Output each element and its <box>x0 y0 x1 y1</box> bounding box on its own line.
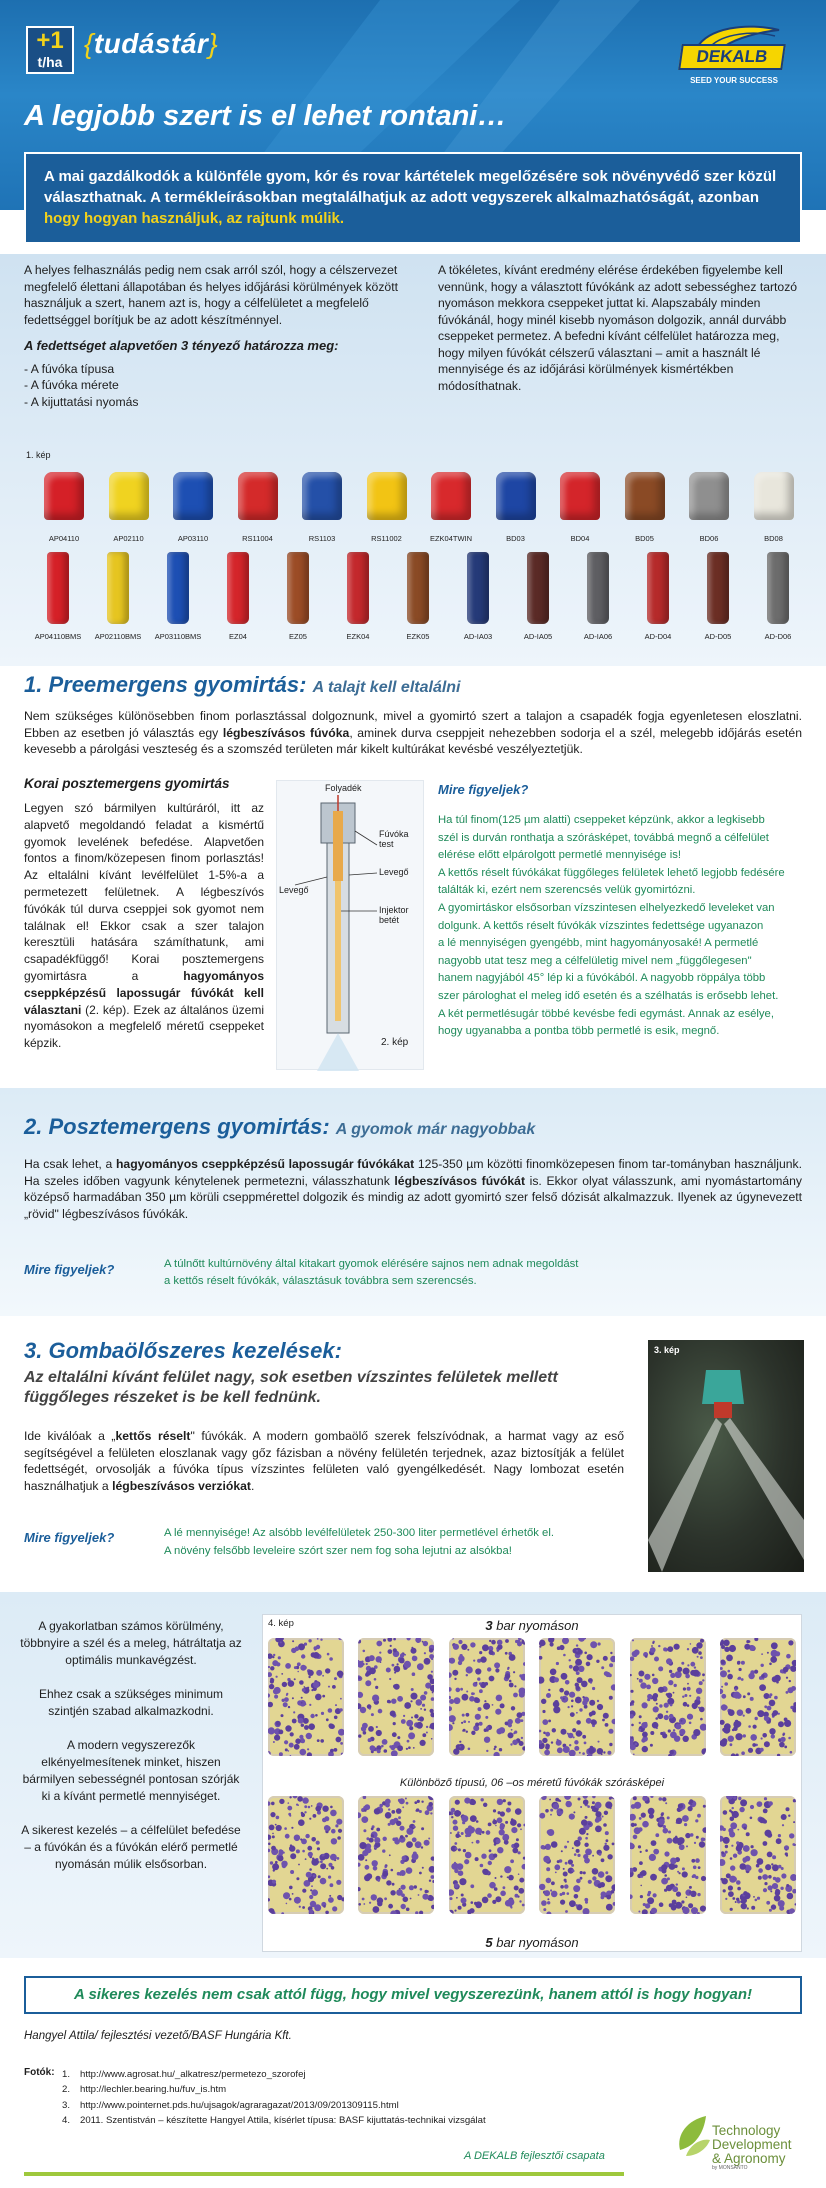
droplet-pattern <box>449 1638 525 1756</box>
section3-subtitle: Az eltalálni kívánt felület nagy, sok esetben vízszintes felületek mellett függőleges részeket is be kell fednünk. <box>24 1369 558 1406</box>
factor-heading: A fedettséget alapvetően 3 tényező határozza meg: <box>24 338 339 353</box>
tda-line: Technology <box>712 2123 781 2138</box>
section2-body-bold: légbeszívásos fúvókát <box>394 1173 526 1188</box>
tda-line: Development <box>712 2137 792 2152</box>
droplet-pattern <box>268 1796 344 1914</box>
mire-line: nagyobb utat tesz meg a célfelületig mivel nem „függőlegesen" <box>438 954 752 967</box>
spray-shape <box>317 1033 359 1071</box>
spray-strip <box>449 1796 525 1914</box>
nozzle-label: AP03110BMS <box>154 632 202 641</box>
nozzle-body-icon <box>407 552 429 624</box>
dekalb-logo: DEKALB <box>678 44 786 70</box>
korai-bold: hagyományos cseppképzésű lapossugár fúvókát kell választani <box>24 968 264 1017</box>
nozzle-item <box>746 462 802 548</box>
section1-title <box>24 672 461 698</box>
nozzle-label: EZK04TWIN <box>429 534 473 543</box>
nozzle-body-icon <box>227 552 249 624</box>
logo-plus-one: +1 <box>36 27 64 54</box>
spray-fan-left <box>648 1418 722 1572</box>
spray-strip <box>720 1796 796 1914</box>
section3-title: 3. Gombaölőszeres kezelések: <box>24 1338 342 1363</box>
intro-left-paragraph: A helyes felhasználás pedig nem csak arról szól, hogy a célszervezet megfelelő élettani állapotában és helyes időjárási körülmények között használjuk a szert, hanem azt is, hogy a célfelületet a megfelelő fedettséggel borítjuk be az adott készítménnyel. <box>24 263 398 327</box>
photo-source-item <box>62 2082 486 2097</box>
droplet-pattern <box>449 1796 525 1914</box>
mire-line: szer párologhat el meleg idő esetén és a szélhatás is erősebb lehet. <box>438 989 779 1002</box>
nozzle-item <box>150 548 206 646</box>
nozzle-body-icon <box>44 472 84 520</box>
nozzle-label: AP04110 <box>48 534 80 543</box>
nozzle-label: AP02110BMS <box>94 632 142 641</box>
bar5-value: 5 <box>485 1935 493 1950</box>
nozzle-body-icon <box>560 472 600 520</box>
section4-paragraph: A modern vegyszerezők elkényelmesítenek minket, hiszen bármilyen sebességnél pontosan szórják ki a kívánt permetlé mennyiséget. <box>22 1738 240 1803</box>
droplet-pattern <box>268 1638 344 1756</box>
nozzle-item <box>570 548 626 646</box>
spray-strip <box>539 1638 615 1756</box>
section1-mire-body <box>438 812 810 1041</box>
nozzle-item <box>390 548 446 646</box>
droplet-pattern <box>630 1638 706 1756</box>
mire-line: A növény felsőbb leveleire szórt szer nem fog soha lejutni az alsókba! <box>164 1545 512 1557</box>
korai-heading: Korai posztemergens gyomirtás <box>24 776 230 791</box>
factor-item: - A fúvóka mérete <box>24 378 119 392</box>
photo-source-link[interactable]: http://www.agrosat.hu/_alkatresz/permetezo_szorofej <box>80 2069 306 2080</box>
korai-text: Legyen szó bármilyen kultúráról, itt az alapvető megoldandó feladat a kismértű gyomok levelének befedése. Alapvetően fontos a finom/közepesen finom porlasztás! Az eltalálni kívánt levélfelület 1-5%-a a permetezett felületnek. A légbeszívós fúvókák túl durva cseppjei sok gyomot nem találnak el! Ekkor csak a szer talajon keresztüli hatására számíthatunk, ami csapadékfüggő! Korai posztemergens gyomirtásra a <box>24 801 264 983</box>
section2-body-text: is. Ekkor olyat válasszunk, ami nyomástartomány középső harmadában 350 µm körüli cseppmérettel dolgozik és mindig az adott gyomirtó szer felső dózisát alkalmazzuk. Ilyenek az úgynevezett „rövid" légbeszívásos fúvókák. <box>24 1173 802 1221</box>
droplet-pattern <box>539 1796 615 1914</box>
nozzle-label: AP04110BMS <box>34 632 82 641</box>
section4-paragraph: A gyakorlatban számos körülmény, többnyire a szél és a meleg, hátráltatja az optimális munkavégzést. <box>20 1619 242 1667</box>
nozzle-body-icon <box>109 472 149 520</box>
brand-brace-open: { <box>84 28 94 59</box>
droplet-pattern <box>720 1796 796 1914</box>
mire-line: a kettős réselt fúvókák, választásuk továbbra sem szerencsés. <box>164 1275 477 1287</box>
nozzle-body-icon <box>754 472 794 520</box>
nozzle-body-icon <box>167 552 189 624</box>
nozzle-label: RS11002 <box>371 534 402 543</box>
strip-row-5bar <box>268 1796 796 1914</box>
nozzle-label: AD-IA06 <box>583 632 613 641</box>
intro-box <box>24 152 802 244</box>
bar3-text: bar nyomáson <box>492 1618 579 1633</box>
photo-source-link[interactable]: http://www.pointernet.pds.hu/ujsagok/agraragazat/2013/09/201309115.html <box>80 2099 399 2111</box>
nozzle-label: BD03 <box>506 534 525 543</box>
nozzle-label: BD08 <box>764 534 783 543</box>
nozzle-body-icon <box>689 472 729 520</box>
nozzle-label: EZ05 <box>289 632 307 641</box>
section1-body-text: , aminek durva cseppjeit nehezebben sodorja el a szél, melegebb időjárás esetén kevesebb a párolgási veszteség és a szomszéd területen már kikelt kultúrákat kevésbé veszélyeztetjük. <box>24 725 802 756</box>
diagram-label-liquid: Folyadék <box>325 783 362 793</box>
nozzle-item <box>681 462 737 548</box>
tda-line: & Agronomy <box>712 2151 786 2166</box>
nozzle-label: EZ04 <box>229 632 247 641</box>
photo-source-num: 3. <box>62 2099 71 2111</box>
nozzle-label: RS11004 <box>242 534 273 543</box>
section3-body-text: Ide kiválóak a „ <box>24 1429 116 1443</box>
author-line: Hangyel Attila/ fejlesztési vezető/BASF Hungária Kft. <box>24 2030 292 2042</box>
nozzle-item <box>230 462 286 548</box>
bar5-caption <box>262 1935 802 1950</box>
nozzle-item <box>423 462 479 548</box>
section3-body-text: " fúvókák. A modern gombaölő szerek felszívódnak, a harmat vagy az eső segítségével a felületen eloszlanak vagy gőz fázisban a növény felületén terjednek, azaz biztosítják a felület fedettségét, orvosolják a fúvóka típus vízszintes felületen való gyengélkedését. Nagy lombozat esetén használhatjuk a <box>24 1429 624 1493</box>
photo-source-text: 2011. Szentistván – készítette Hangyel Attila, kísérlet típusa: BASF kijuttatás-technikai vizsgálat <box>80 2115 486 2127</box>
nozzle-item <box>750 548 806 646</box>
factor-item: - A kijuttatási nyomás <box>24 394 139 409</box>
korai-text: (2. kép). Ezek az általános üzemi nyomásokon a megfelelő méretű cseppeket képzik. <box>24 1002 264 1051</box>
photo-source-num: 4. <box>62 2115 71 2127</box>
nozzle-body-icon <box>431 472 471 520</box>
mire-line: A gyomirtáskor elsősorban vízszintesen elhelyezkedő leveleket van <box>438 901 775 914</box>
nozzle-body-icon <box>527 552 549 624</box>
nozzle-item <box>90 548 146 646</box>
intro-highlight: hogy hogyan használjuk, az rajtunk múlik. <box>44 210 345 227</box>
intro-text: A mai gazdálkodók a különféle gyom, kór és rovar kártételek megelőzésére sok növényvédő szer közül választhatnak. A termékleírásokban megtalálhatjuk az adott vegyszerek alkalmazhatóságát, azonban <box>44 168 777 206</box>
nozzle-body-icon <box>173 472 213 520</box>
mire-line: dolgunk. A kettős réselt fúvókák vízszintes fedettsége ugyanazon <box>438 919 764 932</box>
nozzle-label: EZK05 <box>406 632 430 641</box>
nozzle-label: AD-IA05 <box>523 632 553 641</box>
nozzle-item <box>101 462 157 548</box>
nozzle-item <box>330 548 386 646</box>
mire-line: találták ki, ezért nem szerencsés velük gyomirtózni. <box>438 884 696 897</box>
photo-source-item <box>62 2098 486 2113</box>
nozzle-body-icon <box>287 552 309 624</box>
section2-title <box>24 1114 535 1140</box>
section2-mire-heading: Mire figyeljek? <box>24 1262 115 1277</box>
mire-line: A két permetlésugár többé kevésbe fedi egymást. Annak az esélye, <box>438 1007 774 1020</box>
nozzle-item <box>488 462 544 548</box>
photo-sources-list <box>62 2067 486 2129</box>
section2-body <box>24 1156 802 1222</box>
twin-spray-photo <box>648 1340 804 1572</box>
nozzle-body-icon <box>496 472 536 520</box>
mire-line: hogy ugyanabba a pontba több permetlé is esik, megnő. <box>438 1025 720 1038</box>
korai-body <box>24 800 264 1052</box>
bar3-caption <box>262 1618 802 1633</box>
image4-label: 4. kép <box>268 1618 294 1629</box>
nozzle-tip-shape <box>714 1402 732 1418</box>
factor-item: - A fúvóka típusa <box>24 361 115 376</box>
nozzle-catalog-image <box>24 448 802 663</box>
mire-line: Ha túl finom(125 µm alatti) cseppeket képzünk, akkor a legkisebb <box>438 814 765 826</box>
image1-label: 1. kép <box>26 450 51 460</box>
nozzle-label: BD05 <box>635 534 654 543</box>
nozzle-body-icon <box>347 552 369 624</box>
nozzle-label: EZK04 <box>346 632 370 641</box>
section3-body-bold: légbeszívásos verziókat <box>112 1478 251 1493</box>
section4-left-text <box>20 1618 242 1873</box>
photos-heading: Fotók: <box>24 2067 55 2078</box>
section4-paragraph: Ehhez csak a szükséges minimum szintjén szabad alkalmazkodni. <box>38 1687 224 1718</box>
spray-strip <box>449 1638 525 1756</box>
section2-title-text: 2. Posztemergens gyomirtás: <box>24 1114 330 1139</box>
bar5-text: bar nyomáson <box>492 1935 579 1950</box>
mire-line: A lé mennyisége! Az alsóbb levélfelületek 250-300 liter permetlével érhetők el. <box>164 1527 554 1539</box>
strip-caption: Különböző típusú, 06 –os méretű fúvókák szórásképei <box>399 1777 665 1789</box>
nozzle-label: AD-D04 <box>644 632 672 641</box>
logo-t-ha: t/ha <box>37 54 63 70</box>
nozzle-item <box>270 548 326 646</box>
droplet-pattern <box>539 1638 615 1756</box>
t-per-ha-logo <box>26 26 74 74</box>
nozzle-item <box>617 462 673 548</box>
section1-mire-heading: Mire figyeljek? <box>438 782 529 797</box>
nozzle-body-icon <box>302 472 342 520</box>
image3-label: 3. kép <box>654 1345 680 1355</box>
spray-strip <box>358 1796 434 1914</box>
nozzle-item <box>210 548 266 646</box>
spray-strip <box>630 1796 706 1914</box>
intro-left-column <box>24 262 404 410</box>
nozzle-body-icon <box>587 552 609 624</box>
diagram-label-air-right: Levegő <box>379 867 409 877</box>
nozzle-body-icon <box>707 552 729 624</box>
nozzle-body-icon <box>767 552 789 624</box>
section3-mire-heading: Mire figyeljek? <box>24 1530 115 1545</box>
mire-line: a lé mennyiségen gyengébb, mint hagyományosaké! A permetlé <box>438 937 759 950</box>
nozzle-item <box>450 548 506 646</box>
photo-source-link[interactable]: http://lechler.bearing.hu/fuv_is.htm <box>80 2084 227 2096</box>
spray-strip <box>268 1796 344 1914</box>
photo-source-item <box>62 2067 486 2082</box>
section4-paragraph: A sikerest kezelés – a célfelület befedése – a fúvókán és a fúvókán elérő permetlé nyomásán múlik elsősorban. <box>21 1823 241 1871</box>
nozzle-item <box>510 548 566 646</box>
section1-body-text: Nem szükséges különösebben finom porlasztással dolgoznunk, mivel a gyomirtó szert a talajon a csapadék fogja egyenletesen eloszlatni. Ebben az esetben jó választás egy <box>24 709 802 740</box>
section1-body <box>24 708 802 758</box>
conclusion-banner: A sikeres kezelés nem csak attól függ, hogy mivel vegyszerezünk, hanem attól is hogy hogyan! <box>24 1976 802 2014</box>
droplet-pattern <box>630 1796 706 1914</box>
nozzle-item <box>294 462 350 548</box>
injector-channel-shape <box>335 881 341 1021</box>
nozzle-body-icon <box>47 552 69 624</box>
spray-strip <box>539 1796 615 1914</box>
spray-strip <box>358 1638 434 1756</box>
footer-divider <box>24 2172 624 2176</box>
nozzle-item <box>36 462 92 548</box>
spray-strip <box>630 1638 706 1756</box>
nozzle-item <box>690 548 746 646</box>
section3-mire-body <box>164 1524 614 1560</box>
section1-body-bold: légbeszívásos fúvóka <box>222 725 350 740</box>
photo-source-item <box>62 2113 486 2128</box>
droplet-pattern <box>720 1638 796 1756</box>
droplet-pattern <box>358 1796 434 1914</box>
nozzle-label: AD-IA03 <box>463 632 493 641</box>
nozzle-label: AP02110 <box>113 534 144 543</box>
photo-source-num: 2. <box>62 2084 71 2096</box>
tda-logo-text <box>712 2124 792 2166</box>
dekalb-slogan: SEED YOUR SUCCESS <box>690 76 778 85</box>
mire-line: A kettős réselt fúvókákat függőleges felületek lehető legjobb fedésére <box>438 866 785 879</box>
droplet-pattern <box>358 1638 434 1756</box>
nozzle-label: AP03110 <box>177 534 209 543</box>
nozzle-item <box>552 462 608 548</box>
page-title: A legjobb szert is el lehet rontani… <box>24 100 507 132</box>
nozzle-body-icon <box>238 472 278 520</box>
nozzle-body-icon <box>467 552 489 624</box>
bar3-value: 3 <box>485 1618 493 1633</box>
section2-mire-body <box>164 1256 634 1290</box>
section1-subtitle: A talajt kell eltalálni <box>312 679 461 696</box>
liquid-channel-shape <box>333 811 343 881</box>
nozzle-body-icon <box>647 552 669 624</box>
brand-brace-close: } <box>208 28 219 59</box>
spray-fan-right <box>724 1418 804 1560</box>
nozzle-item <box>630 548 686 646</box>
strip-row-3bar <box>268 1638 796 1756</box>
spray-strip <box>268 1638 344 1756</box>
nozzle-label: AD-D06 <box>764 632 792 641</box>
nozzle-body-icon <box>625 472 665 520</box>
diagram-label-injector: Injektor betét <box>379 905 409 925</box>
nozzle-item <box>30 548 86 646</box>
section3-body-text: . <box>250 1478 255 1493</box>
nozzle-label: BD06 <box>699 534 719 543</box>
section3-body-bold: kettős réselt <box>115 1429 191 1443</box>
tda-monsanto: by MONSANTO <box>712 2165 748 2171</box>
nozzle-item <box>359 462 415 548</box>
mire-line: A túlnőtt kultúrnövény által kitakart gyomok elérésére sajnos nem adnak megoldást <box>164 1258 579 1270</box>
diagram-caption: 2. kép <box>381 1037 409 1048</box>
diagram-label-air-left: Levegő <box>279 885 309 895</box>
nozzle-label: AD-D05 <box>704 632 732 641</box>
photo-source-num: 1. <box>62 2069 71 2080</box>
nozzle-label: RS1103 <box>308 534 336 543</box>
section2-subtitle: A gyomok már nagyobbak <box>335 1121 536 1138</box>
mire-line: elérése előtt elpárolgott permetlé mennyisége is! <box>438 849 682 862</box>
section2-body-bold: hagyományos cseppképzésű lapossugár fúvókákat <box>115 1157 415 1171</box>
nozzle-label: BD04 <box>570 534 590 543</box>
intro-right-column <box>438 262 808 394</box>
mire-line: szél is durván ronthatja a szórásképet, továbbá megnő a célfelület <box>438 831 769 844</box>
nozzle-item <box>165 462 221 548</box>
injector-nozzle-diagram <box>276 780 424 1070</box>
intro-right-paragraph: A tökéletes, kívánt eredmény elérése érdekében figyelembe kell vennünk, hogy a választott fúvókánk az adott sebességhez tartozó nyomáson mekkora cseppeket juttat ki. Alapszabály minden fúvókánál, hogy minél kisebb nyomáson dolgozik, annál durvább cseppeket permetez. A befedni kívánt célfelület határozza meg, hogy milyen fúvókát célszerű választani – amit a használt lé mennyisége és az időjárási körülmények kismértékben módosíthatnak. <box>438 263 798 393</box>
dekalb-team-tag: A DEKALB fejlesztői csapata <box>464 2150 605 2162</box>
spray-strip <box>720 1638 796 1756</box>
nozzle-holder-shape <box>702 1370 744 1404</box>
diagram-label-nozzle-body: Fúvóka test <box>379 829 409 849</box>
section2-body-text: Ha csak lehet, a <box>24 1157 116 1171</box>
nozzle-body-icon <box>367 472 407 520</box>
nozzle-body-icon <box>107 552 129 624</box>
section1-title-text: 1. Preemergens gyomirtás: <box>24 672 307 697</box>
section2-body-text: 125-350 µm közötti finomközepesen finom tar-tományban használjunk. Ha szeles időben vagyunk kénytelenek permetezni, válasszhatunk <box>24 1157 802 1188</box>
brand-name: tudástár <box>93 28 209 59</box>
brand-tudastar <box>84 28 218 60</box>
mire-line: hanem nagyjából 45° lép ki a fúvókából. A nagyobb röppálya több <box>438 972 766 985</box>
section3-body <box>24 1428 624 1494</box>
